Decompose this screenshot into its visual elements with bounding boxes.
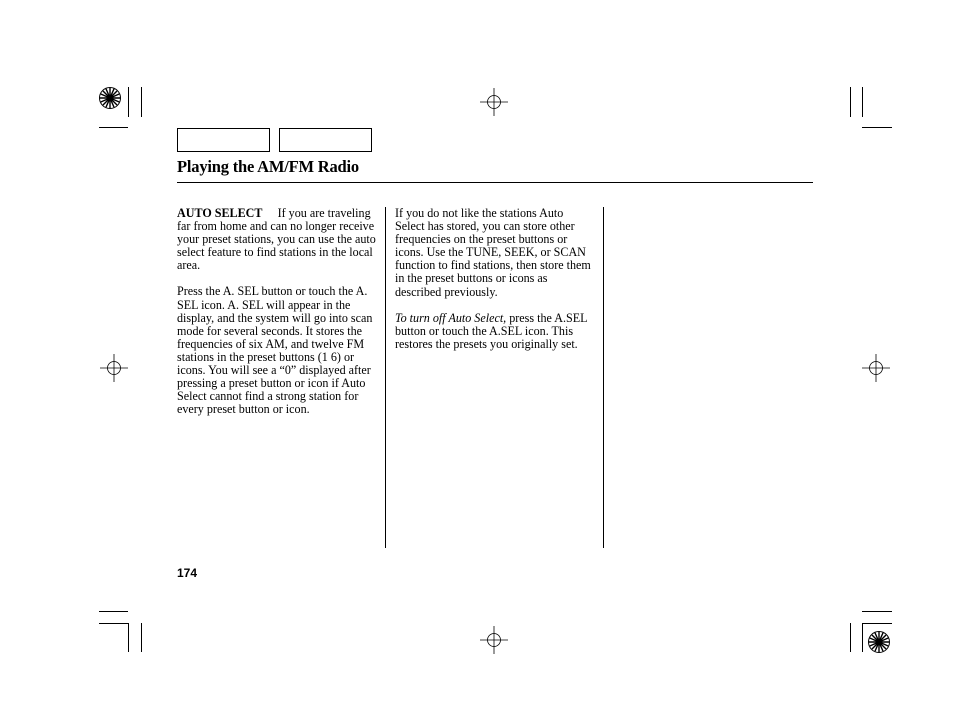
registration-target-icon bbox=[867, 630, 891, 654]
title-divider bbox=[177, 182, 813, 183]
crosshair-mark-icon bbox=[100, 354, 128, 382]
header-tab-2 bbox=[279, 128, 372, 152]
italic-lead: To turn off Auto Select, bbox=[395, 310, 507, 325]
paragraph: Press the A. SEL button or touch the A. SEL icon. A. SEL will appear in the display, and the system will go into scan mode for several seconds. It stores the frequencies of six AM, and twelve FM stations in the preset buttons (1 6) or icons. You will see a “0” displayed after pressing a preset button or icon if Auto Select cannot find a strong station for every preset button or icon. bbox=[177, 284, 373, 417]
text-column-1 bbox=[177, 207, 383, 416]
crosshair-mark-icon bbox=[480, 88, 508, 116]
column-divider bbox=[603, 207, 604, 548]
run-in-heading: AUTO SELECT bbox=[177, 206, 263, 220]
column-divider bbox=[385, 207, 386, 548]
auto-select-paragraph bbox=[177, 207, 383, 272]
paragraph-text: press the A.SEL button or touch the A.SEL icon. This restores the presets you originally set. bbox=[395, 310, 588, 351]
paragraph: If you do not like the stations Auto Select has stored, you can store other frequencies on the preset buttons or icons. Use the TUNE, SEEK, or SCAN function to find stations, then store them in the preset buttons or icons as described previously. bbox=[395, 206, 591, 299]
paragraph-text: If you are traveling far from home and can no longer receive your preset stations, you can use the auto select feature to find stations in the local area. bbox=[177, 206, 376, 273]
crosshair-mark-icon bbox=[480, 626, 508, 654]
registration-target-icon bbox=[98, 86, 122, 110]
crosshair-mark-icon bbox=[862, 354, 890, 382]
header-tab-1 bbox=[177, 128, 270, 152]
turn-off-paragraph bbox=[395, 312, 595, 351]
section-title: Playing the AM/FM Radio bbox=[177, 157, 359, 176]
page-number: 174 bbox=[177, 566, 198, 580]
text-column-2 bbox=[395, 207, 595, 351]
